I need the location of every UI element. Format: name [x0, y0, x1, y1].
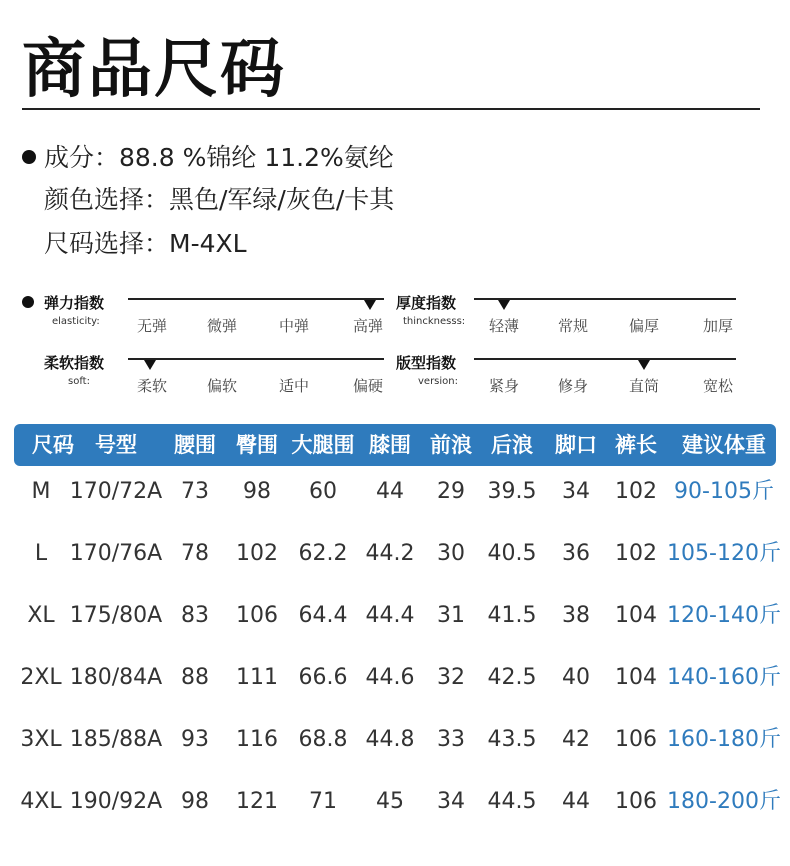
- table-row: [0, 658, 790, 698]
- scale-option: 常规: [557, 317, 589, 335]
- table-cell: 31: [437, 603, 465, 628]
- selection-marker-icon: [638, 360, 650, 370]
- scale-option: 直筒: [628, 377, 660, 395]
- table-cell: 120-140斤: [667, 603, 781, 628]
- table-cell: 44.2: [365, 541, 415, 566]
- scale-line: [474, 358, 736, 360]
- scale-line: [128, 358, 384, 360]
- table-cell: 105-120斤: [667, 541, 781, 566]
- table-cell: 29: [437, 479, 465, 504]
- column-header: 建议体重: [682, 433, 766, 457]
- scale-option: 柔软: [136, 377, 168, 395]
- scale-label: 厚度指数: [396, 294, 457, 312]
- bullet-icon: [22, 150, 36, 164]
- column-header: 膝围: [369, 433, 411, 457]
- table-cell: 34: [562, 479, 590, 504]
- column-header: 脚口: [555, 433, 597, 457]
- column-header: 后浪: [491, 433, 533, 457]
- scale-option: 中弹: [278, 317, 310, 335]
- table-cell: 36: [562, 541, 590, 566]
- scale-sublabel: soft:: [68, 376, 90, 387]
- scale-option: 轻薄: [488, 317, 520, 335]
- table-cell: 140-160斤: [667, 665, 781, 690]
- column-header: 裤长: [615, 433, 657, 457]
- scale-option: 偏硬: [352, 377, 384, 395]
- scale-line: [128, 298, 384, 300]
- table-cell: 180-200斤: [667, 789, 781, 814]
- table-cell: 106: [236, 603, 278, 628]
- table-cell: 34: [437, 789, 465, 814]
- table-cell: 44.4: [365, 603, 415, 628]
- table-row: [0, 534, 790, 574]
- table-cell: 93: [181, 727, 209, 752]
- table-cell: 44.5: [487, 789, 537, 814]
- column-header: 大腿围: [291, 433, 355, 457]
- table-cell: 32: [437, 665, 465, 690]
- scale-option: 高弹: [352, 317, 384, 335]
- table-cell: 2XL: [20, 665, 62, 690]
- selection-marker-icon: [364, 300, 376, 310]
- table-cell: 44: [562, 789, 590, 814]
- column-header: 号型: [95, 433, 137, 457]
- table-cell: 104: [615, 665, 657, 690]
- column-header: 尺码: [32, 433, 74, 457]
- table-cell: 102: [236, 541, 278, 566]
- table-cell: 43.5: [487, 727, 537, 752]
- composition-text: 成分：88.8 %锦纶 11.2%氨纶: [44, 143, 394, 172]
- table-cell: 64.4: [298, 603, 348, 628]
- table-cell: 41.5: [487, 603, 537, 628]
- table-cell: 102: [615, 479, 657, 504]
- table-cell: 180/84A: [69, 665, 163, 690]
- selection-marker-icon: [144, 360, 156, 370]
- scale-option: 偏厚: [628, 317, 660, 335]
- scale-option: 修身: [557, 377, 589, 395]
- bullet-icon: [22, 296, 34, 308]
- table-cell: 78: [181, 541, 209, 566]
- table-cell: 98: [181, 789, 209, 814]
- scale-line: [474, 298, 736, 300]
- table-cell: 170/72A: [69, 479, 163, 504]
- table-cell: 71: [309, 789, 337, 814]
- size-table-header: [14, 424, 776, 466]
- table-cell: 88: [181, 665, 209, 690]
- scale-option: 宽松: [702, 377, 734, 395]
- table-cell: 104: [615, 603, 657, 628]
- scale-sublabel: elasticity:: [52, 316, 100, 327]
- table-cell: 42: [562, 727, 590, 752]
- table-cell: L: [34, 541, 48, 566]
- table-cell: 102: [615, 541, 657, 566]
- table-cell: 73: [181, 479, 209, 504]
- table-cell: 42.5: [487, 665, 537, 690]
- table-cell: 39.5: [487, 479, 537, 504]
- table-cell: 3XL: [20, 727, 62, 752]
- table-cell: 160-180斤: [667, 727, 781, 752]
- table-cell: 40.5: [487, 541, 537, 566]
- colors-line: [22, 180, 394, 216]
- table-cell: 45: [376, 789, 404, 814]
- table-cell: 33: [437, 727, 465, 752]
- scale-label: 柔软指数: [44, 354, 105, 372]
- table-row: [0, 596, 790, 636]
- table-cell: 38: [562, 603, 590, 628]
- table-cell: 60: [309, 479, 337, 504]
- table-cell: 175/80A: [69, 603, 163, 628]
- scale-option: 偏软: [206, 377, 238, 395]
- table-cell: 170/76A: [69, 541, 163, 566]
- table-row: [0, 782, 790, 822]
- scale-option: 无弹: [136, 317, 168, 335]
- table-cell: 185/88A: [69, 727, 163, 752]
- table-cell: 40: [562, 665, 590, 690]
- table-cell: 98: [243, 479, 271, 504]
- table-cell: 106: [615, 789, 657, 814]
- table-cell: 111: [236, 665, 278, 690]
- table-row: [0, 720, 790, 760]
- table-cell: XL: [27, 603, 55, 628]
- table-cell: 66.6: [298, 665, 348, 690]
- table-cell: 190/92A: [69, 789, 163, 814]
- sizes-text: 尺码选择：M-4XL: [44, 229, 247, 258]
- table-cell: 62.2: [298, 541, 348, 566]
- column-header: 前浪: [430, 433, 472, 457]
- scale-label: 版型指数: [396, 354, 457, 372]
- table-cell: 68.8: [298, 727, 348, 752]
- composition-line: [22, 138, 394, 174]
- scale-option: 适中: [278, 377, 310, 395]
- selection-marker-icon: [498, 300, 510, 310]
- table-cell: 44: [376, 479, 404, 504]
- colors-text: 颜色选择：黑色/军绿/灰色/卡其: [44, 185, 395, 214]
- column-header: 腰围: [174, 433, 216, 457]
- sizes-line: [22, 224, 247, 260]
- table-cell: 4XL: [20, 789, 62, 814]
- scale-option: 加厚: [702, 317, 734, 335]
- table-row: [0, 472, 790, 512]
- table-cell: 83: [181, 603, 209, 628]
- scale-option: 微弹: [206, 317, 238, 335]
- title-divider: [22, 108, 760, 110]
- table-cell: M: [31, 479, 51, 504]
- table-cell: 44.6: [365, 665, 415, 690]
- column-header: 臀围: [236, 433, 278, 457]
- scale-label: 弹力指数: [44, 294, 105, 312]
- table-cell: 121: [236, 789, 278, 814]
- table-cell: 116: [236, 727, 278, 752]
- table-cell: 90-105斤: [674, 479, 774, 504]
- page-title: 商品尺码: [22, 33, 286, 107]
- table-cell: 30: [437, 541, 465, 566]
- table-cell: 44.8: [365, 727, 415, 752]
- scale-sublabel: version:: [418, 376, 458, 387]
- scale-option: 紧身: [488, 377, 520, 395]
- scale-sublabel: thincknesss:: [403, 316, 466, 327]
- table-cell: 106: [615, 727, 657, 752]
